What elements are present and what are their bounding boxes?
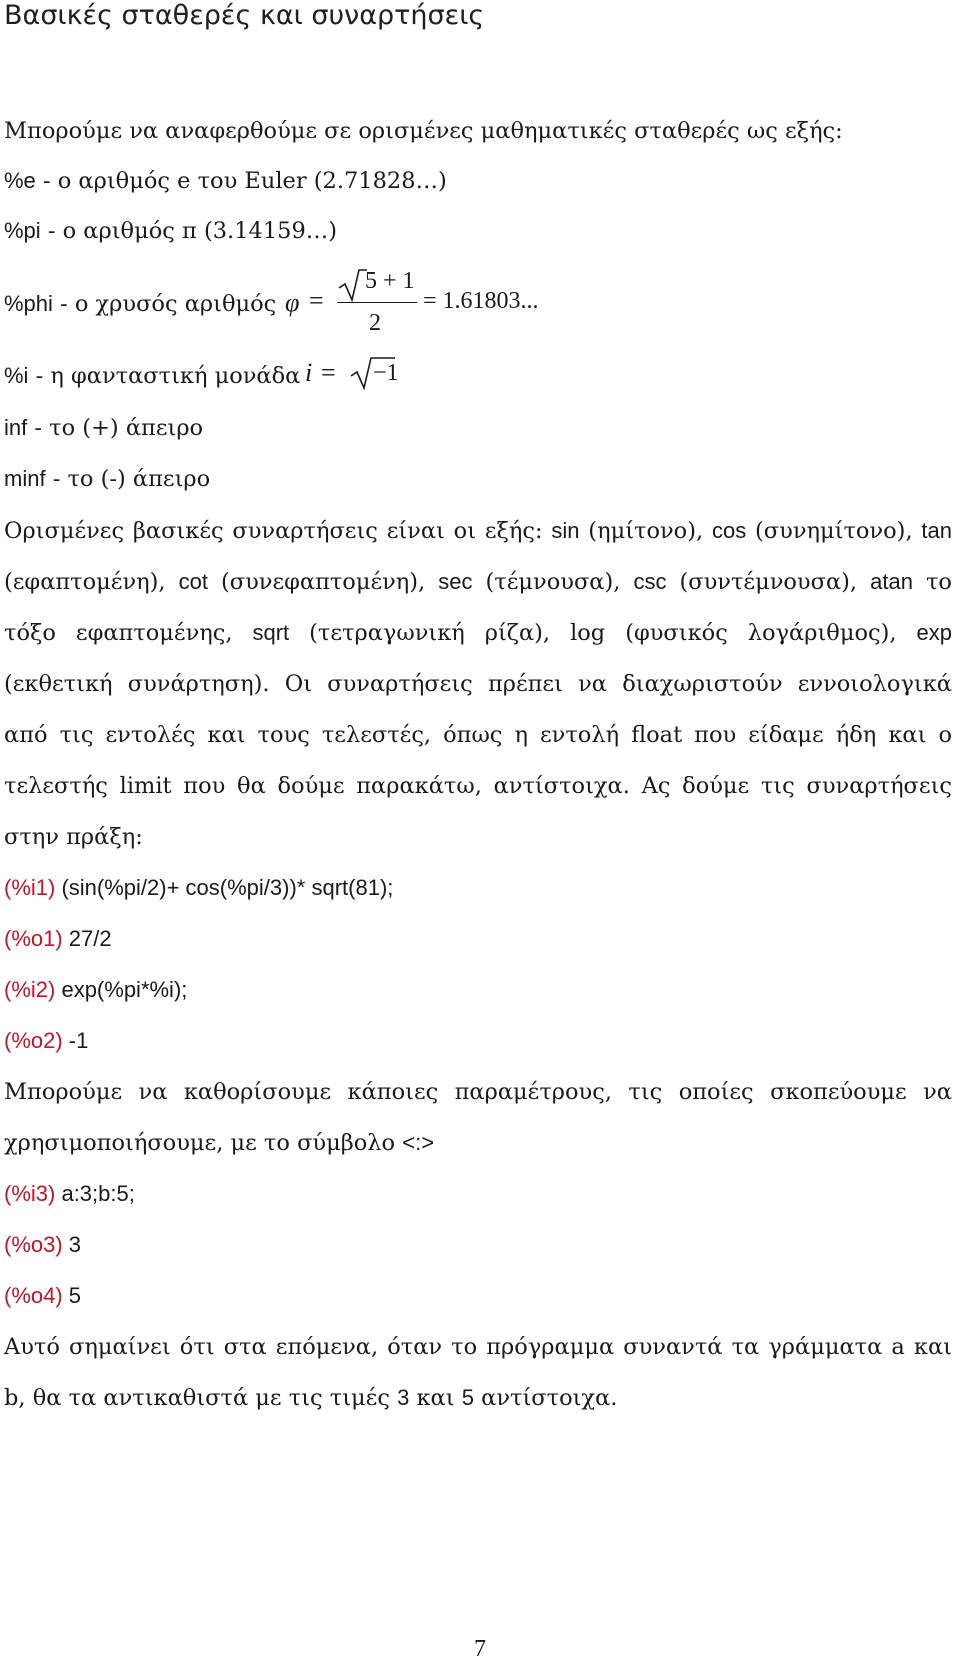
code-inf: inf: [4, 415, 28, 440]
closing-line-2: [4, 1382, 617, 1414]
session-line: [4, 974, 187, 1006]
text-run: αντίστοιχα.: [473, 1385, 618, 1411]
output-prompt: (%o3): [4, 1232, 63, 1257]
output-result: 3: [62, 1232, 82, 1257]
code-atan: atan: [870, 569, 913, 594]
phi-value: = 1.61803...: [423, 288, 539, 314]
section-heading: Βασικές σταθερές και συναρτήσεις: [4, 0, 485, 31]
output-result: -1: [62, 1028, 89, 1053]
i-equals-sign: =: [321, 358, 336, 387]
equals-sign: =: [309, 286, 324, 315]
closing-line-1: Αυτό σημαίνει ότι στα επόμενα, όταν το πρόγραμμα συναντά τα γράμματα a και: [4, 1334, 952, 1360]
constant-minf: [4, 463, 210, 495]
code-sin: sin: [551, 518, 580, 543]
functions-line-2: [4, 566, 952, 598]
value-5: 5: [461, 1385, 474, 1410]
text-run: b, θα τα αντικαθιστά με τις τιμές: [4, 1385, 398, 1411]
assign-symbol: <:>: [402, 1130, 435, 1155]
page-number: 7: [474, 1636, 486, 1662]
golden-ratio-formula: [285, 262, 545, 342]
code-e: %e: [4, 168, 36, 193]
code-sqrt: sqrt: [252, 620, 290, 645]
text-run: χρησιμοποιήσουμε, με το σύμβολο: [4, 1130, 396, 1156]
phi-denominator: 2: [369, 310, 381, 336]
phi-symbol: φ: [285, 288, 300, 317]
session-line: [4, 1280, 81, 1312]
session-line: [4, 1025, 88, 1057]
text-run: (συνημίτονο),: [746, 518, 922, 544]
value-3: 3: [397, 1385, 410, 1410]
constant-phi-desc: - ο χρυσός αριθμός: [52, 291, 277, 317]
fraction-bar: [337, 302, 417, 303]
constant-e-desc: - ο αριθμός e του Euler (2.71828…): [35, 168, 447, 194]
output-result: 5: [62, 1283, 82, 1308]
code-sec: sec: [438, 569, 473, 594]
constant-minf-desc: - το (-) άπειρο: [45, 466, 211, 492]
output-prompt: (%o2): [4, 1028, 63, 1053]
functions-line-4: (εκθετική συνάρτηση). Οι συναρτήσεις πρέπει να διαχωριστούν εννοιολογικά: [4, 671, 952, 697]
code-exp: exp: [916, 620, 952, 645]
input-prompt: (%i2): [4, 977, 56, 1002]
code-cos: cos: [711, 518, 747, 543]
constant-e: [4, 165, 447, 197]
constant-i: [4, 360, 300, 392]
functions-line-7: στην πράξη:: [4, 824, 143, 850]
intro-text: Μπορούμε να αναφερθούμε σε ορισμένες μαθηματικές σταθερές ως εξής:: [4, 118, 843, 144]
phi-numerator: 5 + 1: [365, 268, 415, 294]
text-run: Ορισμένες βασικές συναρτήσεις είναι οι εξής:: [4, 518, 552, 544]
text-run: (τέμνουσα),: [472, 569, 634, 595]
functions-line-3: [4, 617, 952, 649]
session-line: [4, 923, 112, 955]
code-pi: %pi: [4, 218, 41, 243]
i-symbol: i: [305, 358, 313, 387]
constant-inf: [4, 412, 203, 444]
functions-line-5: από τις εντολές και τους τελεστές, όπως η εντολή float που είδαμε ήδη και ο: [4, 722, 952, 748]
code-tan: tan: [921, 518, 952, 543]
code-i: %i: [4, 363, 29, 388]
constant-phi: [4, 288, 276, 320]
code-phi: %phi: [4, 291, 53, 316]
text-run: (συντέμνουσα),: [666, 569, 871, 595]
constant-inf-desc: - το (+) άπειρο: [27, 415, 204, 441]
session-line: [4, 872, 393, 904]
text-run: και: [409, 1385, 462, 1411]
text-run: (ημίτονο),: [579, 518, 712, 544]
functions-line-6: τελεστής limit που θα δούμε παρακάτω, αντίστοιχα. Ας δούμε τις συναρτήσεις: [4, 773, 952, 799]
input-prompt: (%i3): [4, 1181, 56, 1206]
imaginary-unit-formula: [305, 352, 425, 396]
text-run: (συνεφαπτομένη),: [207, 569, 439, 595]
params-line-2: [4, 1127, 434, 1159]
constant-i-desc: - η φανταστική μονάδα: [28, 363, 301, 389]
output-prompt: (%o1): [4, 926, 63, 951]
i-radicand: −1: [373, 360, 399, 386]
text-run: το: [912, 569, 952, 595]
text-run: τόξο εφαπτομένης,: [4, 620, 253, 646]
text-run: (τετραγωνική ρίζα), log (φυσικός λογάριθμος),: [289, 620, 917, 646]
text-run: (εφαπτομένη),: [4, 569, 179, 595]
input-command: a:3;b:5;: [55, 1181, 135, 1206]
functions-line-1: [4, 515, 952, 547]
output-result: 27/2: [62, 926, 112, 951]
sqrt-sign: [337, 268, 367, 302]
input-command: (sin(%pi/2)+ cos(%pi/3))* sqrt(81);: [55, 875, 394, 900]
params-line-1: Μπορούμε να καθορίσουμε κάποιες παραμέτρους, τις οποίες σκοπεύουμε να: [4, 1079, 952, 1105]
code-cot: cot: [178, 569, 208, 594]
session-line: [4, 1178, 135, 1210]
input-prompt: (%i1): [4, 875, 56, 900]
constant-pi-desc: - ο αριθμός π (3.14159…): [40, 218, 338, 244]
input-command: exp(%pi*%i);: [55, 977, 188, 1002]
code-minf: minf: [4, 466, 46, 491]
output-prompt: (%o4): [4, 1283, 63, 1308]
code-csc: csc: [633, 569, 667, 594]
session-line: [4, 1229, 81, 1261]
constant-pi: [4, 215, 337, 247]
